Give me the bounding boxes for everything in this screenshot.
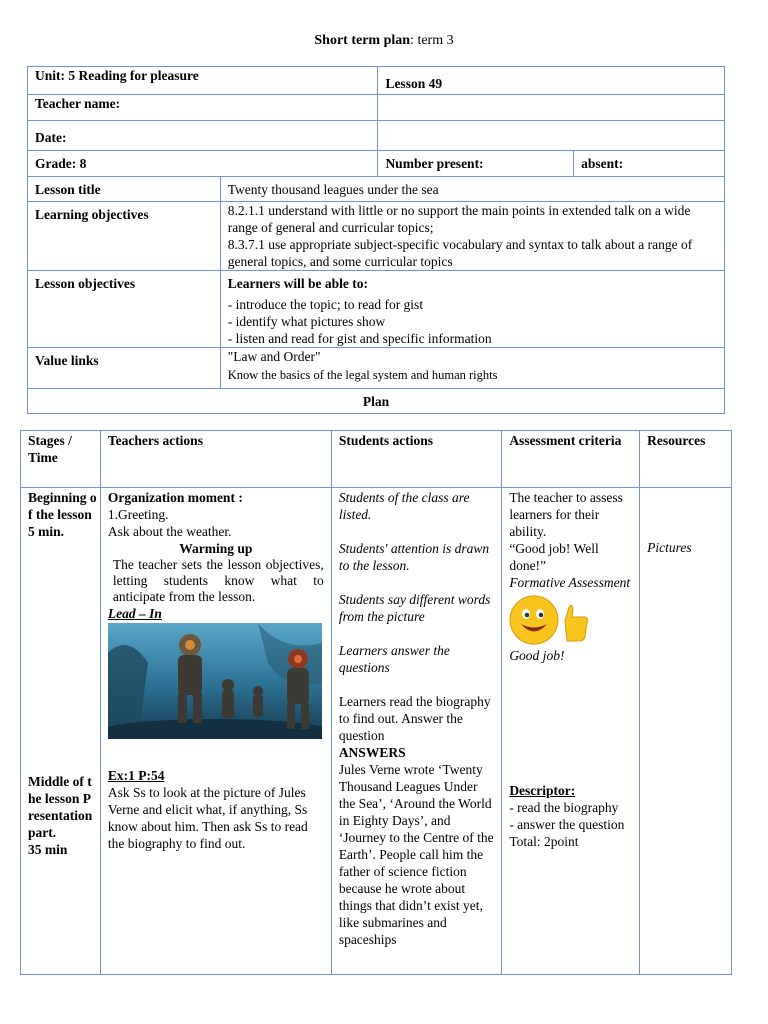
lesson-objective: - listen and read for gist and specific information [227, 331, 492, 346]
grade-cell: Grade: 8 [28, 151, 378, 177]
lesson-plan-table [20, 430, 732, 975]
warming-text: The teacher sets the lesson objectives, letting students know what to anticipate from the lesson. [112, 557, 324, 604]
assessment-cell [502, 488, 640, 975]
students-action: Students say different words from the picture [338, 592, 491, 624]
answers-label: ANSWERS [338, 745, 406, 760]
students-actions-cell [331, 488, 502, 975]
good-job-text: Good job! [509, 648, 565, 663]
header-resources: Resources [640, 431, 732, 488]
teachers-actions-cell [100, 488, 331, 975]
students-action: Learners answer the questions [338, 643, 450, 675]
exercise-label: Ex:1 P:54 [107, 768, 165, 783]
warming-up: Warming up [179, 541, 253, 556]
lesson-number-cell: Lesson 49 [378, 67, 725, 95]
lesson-objective: - introduce the topic; to read for gist [227, 297, 424, 312]
value-links-label: Value links [28, 348, 221, 389]
thumbs-up-smiley-icon [509, 595, 591, 645]
plan-label: Plan [28, 389, 725, 414]
descriptor-item: - answer the question [509, 817, 625, 832]
org-moment: Organization moment : [107, 490, 243, 505]
resource-item: Pictures [647, 540, 692, 555]
value-links-text: Know the basics of the legal system and human rights [227, 368, 498, 382]
learning-objectives-label: Learning objectives [28, 202, 221, 271]
number-present-cell: Number present: [378, 151, 574, 177]
stage-beginning-time: 5 min. [28, 524, 65, 539]
lesson-info-table [27, 66, 725, 414]
resources-cell [640, 488, 732, 975]
answers-text: Jules Verne wrote ‘Twenty Thousand Leagues Under the Sea’, ‘Around the World in Eighty Days’, and ‘Journey to the Centre of the Earth’. People call him the father of science fiction because he wrote about things that didn’t exist yet, like submarines and spaceships [338, 762, 494, 947]
assessment-praise: “Good job! Well done!” [509, 541, 599, 573]
stages-cell [21, 488, 101, 975]
header-stages: Stages / Time [21, 431, 101, 488]
assessment-text: The teacher to assess learners for their ability. [509, 490, 623, 539]
students-action: Learners read the biography to find out. Answer the question [338, 694, 491, 743]
stage-middle-time: 35 min [28, 842, 68, 857]
students-action: Students of the class are listed. [338, 490, 470, 522]
lesson-objectives-heading: Learners will be able to: [227, 276, 368, 291]
lesson-objectives-label: Lesson objectives [28, 271, 221, 348]
lesson-objective: - identify what pictures show [227, 314, 386, 329]
descriptor-label: Descriptor: [509, 783, 576, 798]
underwater-divers-illustration [108, 623, 322, 739]
teacher-name-cell: Teacher name: [28, 95, 378, 121]
page-title: Short term plan: term 3 [314, 33, 454, 48]
learning-objective: 8.3.7.1 use appropriate subject-specific vocabulary and syntax to talk about a range of general topics, and some curricular topics [227, 237, 693, 269]
formative-assessment: Formative Assessment [509, 575, 631, 590]
teacher-name-value [378, 95, 725, 121]
exercise-text: Ask Ss to look at the picture of Jules Verne and elicit what, if anything, Ss know about him. Then ask Ss to read the biography to find out. [107, 785, 308, 851]
students-action: Students' attention is drawn to the lesson. [338, 541, 490, 573]
descriptor-total: Total: 2point [509, 834, 579, 849]
lesson-objectives-value [220, 271, 724, 348]
descriptor-item: - read the biography [509, 800, 619, 815]
date-value [378, 121, 725, 151]
learning-objective: 8.2.1.1 understand with little or no support the main points in extended talk on a wide range of general and curricular topics; [227, 203, 691, 235]
value-links-value [220, 348, 724, 389]
lead-in: Lead – In [107, 606, 162, 621]
lesson-title-label: Lesson title [28, 177, 221, 202]
date-cell: Date: [28, 121, 378, 151]
lesson-title-value: Twenty thousand leagues under the sea [220, 177, 724, 202]
stage-middle: Middle of the lesson Presentation part. [28, 774, 93, 840]
header-assessment: Assessment criteria [502, 431, 640, 488]
value-links-title: "Law and Order" [227, 349, 321, 364]
learning-objectives-value [220, 202, 724, 271]
absent-cell: absent: [574, 151, 725, 177]
ask-weather: Ask about the weather. [107, 524, 232, 539]
header-teachers-actions: Teachers actions [100, 431, 331, 488]
header-students-actions: Students actions [331, 431, 502, 488]
unit-cell: Unit: 5 Reading for pleasure [28, 67, 378, 95]
stage-beginning: Beginning of the lesson [28, 490, 97, 522]
greeting: 1.Greeting. [107, 507, 169, 522]
